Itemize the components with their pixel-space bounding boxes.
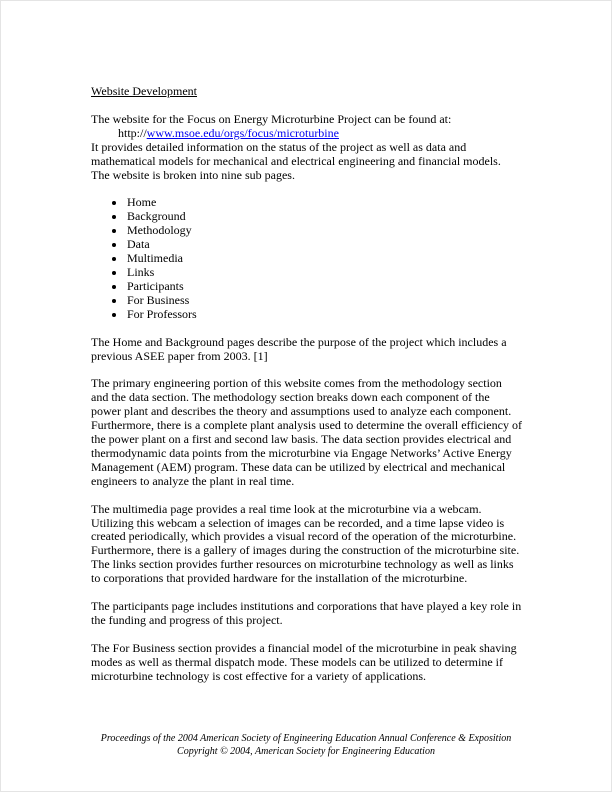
list-item-participants: [91, 280, 522, 294]
list-item-data: [91, 238, 522, 252]
list-item-multimedia: [91, 252, 522, 266]
url-line: [91, 127, 522, 141]
list-item-links: [91, 266, 522, 280]
bullet-icon: [112, 201, 116, 205]
list-item-label: Multimedia: [127, 251, 183, 266]
list-item-label: Data: [127, 237, 150, 252]
url-prefix: http://: [118, 125, 147, 140]
list-item-label: Methodology: [127, 223, 192, 238]
footer-proceedings-line: Proceedings of the 2004 American Society of Engineering Education Annual Conference & Exposition: [100, 733, 512, 744]
list-item-label: Background: [127, 209, 186, 224]
page-footer: [1, 732, 611, 758]
microturbine-website-link[interactable]: www.msoe.edu/orgs/focus/microturbine: [146, 125, 339, 140]
list-item-for-professors: [91, 308, 522, 322]
bullet-icon: [112, 285, 116, 289]
list-item-for-business: [91, 294, 522, 308]
paragraph-engineering-data: The primary engineering portion of this website comes from the methodology section and the data section. The methodology section breaks down each component of the power plant and describes the theory and assumptions used to analyze each component. Furthermore, there is a complete plant analysis used to determine the overall efficiency of the power plant on a first and second law basis. The data section provides electrical and thermodynamic data points from the microturbine via Engage Networks’ Active Energy Management (AEM) program. These data can be utilized by electrical and mechanical engineers to analyze the plant in real time.: [91, 376, 522, 488]
list-item-label: For Professors: [127, 306, 197, 321]
intro-line-2: It provides detailed information on the status of the project as well as data and mathematical models for mechanical and electrical engineering and financial models. The website is broken into nine sub pages.: [91, 139, 501, 182]
list-item-methodology: [91, 224, 522, 238]
bullet-icon: [112, 257, 116, 261]
list-item-label: Participants: [127, 278, 184, 293]
section-title: Website Development: [91, 84, 198, 98]
bullet-icon: [112, 229, 116, 233]
bullet-icon: [112, 313, 116, 317]
paragraph-multimedia-links: The multimedia page provides a real time look at the microturbine via a webcam. Utilizing this webcam a selection of images can be recorded, and a time lapse video is created periodically, which provides a visual record of the operation of the microturbine. Furthermore, there is a gallery of images during the construction of the microturbine site. The links section provides further resources on microturbine technology as well as links to corporations that provided hardware for the installation of the microturbine.: [91, 501, 520, 586]
bullet-icon: [112, 215, 116, 219]
bullet-icon: [112, 299, 116, 303]
bullet-icon: [112, 243, 116, 247]
intro-paragraph: [91, 113, 522, 183]
list-item-label: Links: [127, 264, 155, 279]
paragraph-for-business: The For Business section provides a financial model of the microturbine in peak shaving modes as well as thermal dispatch mode. These models can be utilized to determine if microturbine technology is cost effective for a variety of applications.: [91, 640, 517, 683]
list-item-home: [91, 196, 522, 210]
footer-copyright-line: Copyright © 2004, American Society for Engineering Education: [177, 746, 435, 757]
paragraph-participants: The participants page includes institutions and corporations that have played a key role in the funding and progress of this project.: [91, 599, 522, 627]
list-item-background: [91, 210, 522, 224]
list-item-label: Home: [127, 195, 157, 210]
subpage-list: [91, 196, 522, 321]
intro-line-1: The website for the Focus on Energy Microturbine Project can be found at:: [91, 111, 452, 126]
paragraph-home-background: The Home and Background pages describe the purpose of the project which includes a previous ASEE paper from 2003. [1]: [91, 334, 507, 363]
list-item-label: For Business: [127, 292, 190, 307]
page-content: [1, 1, 611, 684]
bullet-icon: [112, 271, 116, 275]
